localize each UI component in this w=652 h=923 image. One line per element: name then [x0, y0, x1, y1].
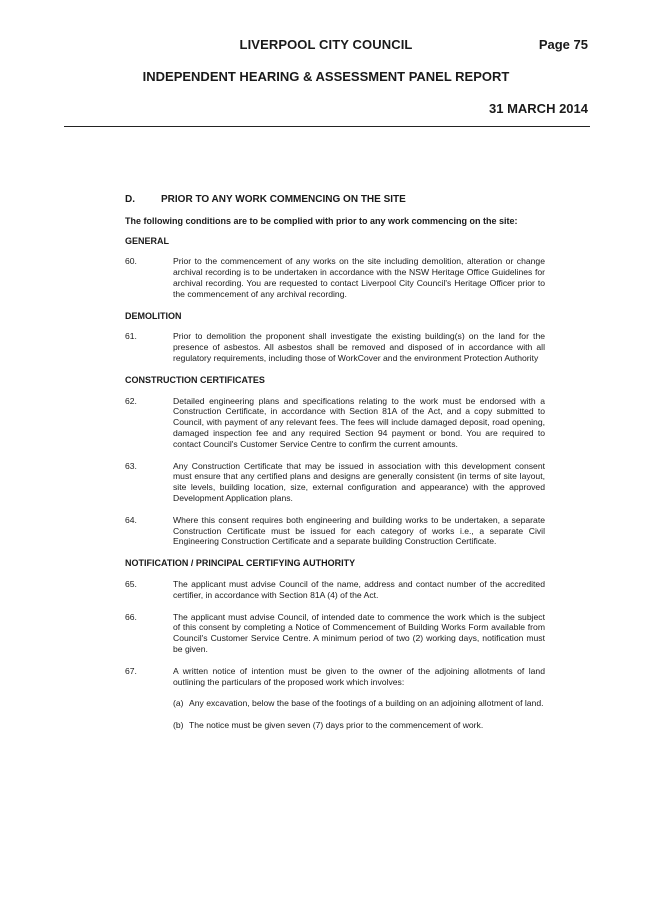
subitem-text: The notice must be given seven (7) days prior to the commencement of work. — [189, 720, 484, 731]
condition-number: 60. — [125, 256, 137, 267]
condition-body — [173, 461, 545, 504]
page-number: Page 75 — [538, 37, 588, 52]
header-title: LIVERPOOL CITY COUNCIL — [239, 37, 413, 52]
report-date: 31 MARCH 2014 — [489, 101, 588, 116]
condition-subitem — [173, 720, 545, 731]
condition-body — [173, 331, 545, 363]
condition-body — [173, 396, 545, 450]
condition-body — [173, 515, 545, 547]
condition-item — [125, 256, 545, 299]
section-intro: The following conditions are to be complied with prior to any work commencing on the site: — [125, 215, 518, 226]
condition-number: 66. — [125, 611, 137, 622]
group-heading: CONSTRUCTION CERTIFICATES — [125, 374, 265, 385]
condition-item — [125, 461, 545, 504]
condition-body — [173, 612, 545, 655]
condition-text: The applicant must advise Council, of intended date to commence the work which is the subject of this consent by completing a Notice of Commencement of Building Works Form available from Council's Customer Service Centre. A minimum period of two (2) working days, notification must be given. — [173, 611, 545, 654]
condition-number: 62. — [125, 395, 137, 406]
condition-text: Prior to demolition the proponent shall investigate the existing building(s) on the land for the presence of asbestos. All asbestos shall be removed and disposed of in accordance with all regulatory requirements, including those of WorkCover and the environment Protection Authority — [173, 331, 545, 363]
condition-text: The applicant must advise Council of the name, address and contact number of the accredited certifier, in accordance with Section 81A (4) of the Act. — [173, 578, 545, 600]
condition-subitems — [173, 698, 545, 731]
condition-subitem — [173, 698, 545, 709]
report-title: INDEPENDENT HEARING & ASSESSMENT PANEL REPORT — [142, 69, 510, 84]
condition-item — [125, 331, 545, 363]
header-divider — [64, 126, 590, 127]
subitem-label: (b) — [173, 720, 184, 731]
group-heading: NOTIFICATION / PRINCIPAL CERTIFYING AUTHORITY — [125, 558, 356, 569]
condition-groups — [125, 236, 545, 742]
condition-number: 61. — [125, 331, 137, 342]
subitem-label: (a) — [173, 698, 184, 709]
condition-body — [173, 256, 545, 299]
document-body — [125, 195, 545, 753]
condition-body — [173, 666, 545, 742]
section-title: PRIOR TO ANY WORK COMMENCING ON THE SITE — [161, 194, 406, 205]
condition-item — [125, 666, 545, 742]
group-heading: DEMOLITION — [125, 310, 182, 321]
group-heading: GENERAL — [125, 235, 170, 246]
condition-text: Any Construction Certificate that may be issued in association with this development consent must ensure that any certified plans and designs are generally consistent (in terms of site layout, site levels, building location, size, external configuration and appearance) with the approved Development Application plans. — [173, 460, 545, 503]
condition-text: Detailed engineering plans and specifications relating to the work must be endorsed with a Construction Certificate, in accordance with Section 81A of the Act, and a copy submitted to Council, with payment of any relevant fees. The fees will include damaged deposit, road opening, damaged inspection fee and any required Section 94 payment or bond. You are required to contact Council's Customer Service Centre to confirm the current amounts. — [173, 395, 545, 449]
condition-number: 65. — [125, 578, 137, 589]
condition-item — [125, 579, 545, 601]
condition-number: 67. — [125, 665, 137, 676]
condition-body — [173, 579, 545, 601]
section-letter: D. — [125, 194, 135, 205]
condition-item — [125, 612, 545, 655]
condition-item — [125, 396, 545, 450]
condition-text: A written notice of intention must be given to the owner of the adjoining allotments of land outlining the particulars of the proposed work which involves: — [173, 665, 545, 687]
subitem-text: Any excavation, below the base of the footings of a building on an adjoining allotment of land. — [189, 698, 544, 709]
condition-item — [125, 515, 545, 547]
condition-number: 64. — [125, 514, 137, 525]
condition-text: Prior to the commencement of any works on the site including demolition, alteration or change archival recording is to be undertaken in accordance with the NSW Heritage Office Guidelines for archival recording. You are requested to contact Liverpool City Council's Heritage Officer prior to the commencement of any archival recording. — [173, 256, 545, 299]
condition-number: 63. — [125, 460, 137, 471]
condition-text: Where this consent requires both engineering and building works to be undertaken, a separate Construction Certificate must be issued for each category of works i.e., a separate Civil Engineering Construction Certificate and a separate building Construction Certificate. — [173, 514, 545, 547]
section-heading — [125, 195, 545, 206]
